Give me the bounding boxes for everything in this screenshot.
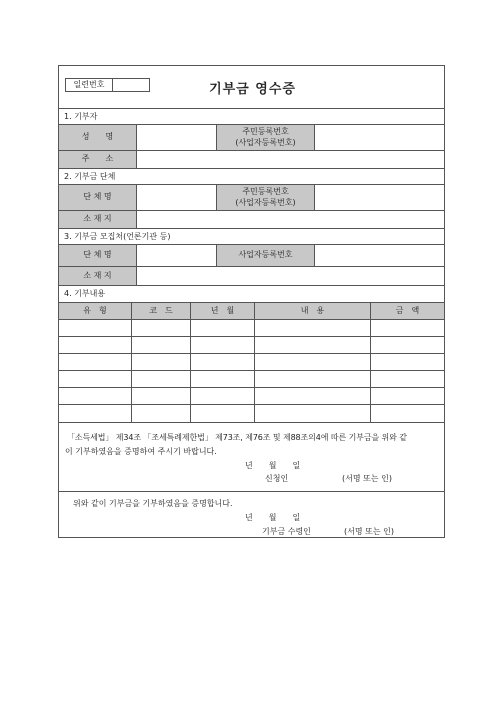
section-organization-heading: 2. 기부금 단체 — [64, 172, 116, 181]
section-donor-heading: 1. 기부자 — [64, 112, 98, 121]
table-cell[interactable] — [132, 320, 191, 337]
table-cell[interactable] — [59, 320, 132, 337]
table-cell[interactable] — [132, 371, 191, 388]
organization-name-field[interactable] — [137, 185, 217, 211]
table-cell[interactable] — [255, 337, 371, 354]
collector-name-label: 단 체 명 — [59, 245, 137, 267]
donor-id-field[interactable] — [315, 125, 444, 151]
section-donation-heading: 4. 기부내용 — [64, 289, 106, 298]
table-cell[interactable] — [255, 405, 371, 423]
divider — [59, 108, 444, 109]
collector-table — [59, 244, 444, 286]
table-cell[interactable] — [59, 371, 132, 388]
table-cell[interactable] — [371, 320, 444, 337]
column-header-date: 년 월 — [191, 303, 255, 320]
serial-number-label: 일련번호 — [66, 79, 113, 91]
collector-location-field[interactable] — [137, 267, 444, 286]
column-header-amount: 금 액 — [371, 303, 444, 320]
table-cell[interactable] — [255, 354, 371, 371]
table-cell[interactable] — [59, 388, 132, 405]
divider — [59, 491, 444, 492]
donor-address-field[interactable] — [137, 151, 444, 169]
request-line-1: 「소득세법」 제34조 「조세특례제한법」 제73조, 제76조 및 제88조의4에 따른 기부금을 위와 같 — [67, 433, 407, 442]
table-cell[interactable] — [371, 354, 444, 371]
collector-name-field[interactable] — [137, 245, 217, 267]
table-cell[interactable] — [191, 388, 255, 405]
donor-name-field[interactable] — [137, 125, 217, 151]
table-cell[interactable] — [191, 354, 255, 371]
table-cell[interactable] — [132, 354, 191, 371]
organization-id-label-line1: 주민등록번호 — [242, 187, 289, 197]
table-cell[interactable] — [255, 371, 371, 388]
request-line-2: 이 기부하였음을 증명하여 주시기 바랍니다. — [65, 447, 217, 456]
table-cell[interactable] — [191, 337, 255, 354]
recipient-label: 기부금 수령인 — [262, 527, 311, 536]
recipient-sign-note: (서명 또는 인) — [344, 527, 394, 536]
column-header-code: 코 드 — [132, 303, 191, 320]
applicant-sign-note: (서명 또는 인) — [342, 474, 392, 483]
table-cell[interactable] — [59, 354, 132, 371]
table-cell[interactable] — [132, 388, 191, 405]
table-cell[interactable] — [371, 337, 444, 354]
donor-id-label — [217, 125, 315, 151]
organization-id-field[interactable] — [315, 185, 444, 211]
table-cell[interactable] — [255, 388, 371, 405]
table-cell[interactable] — [59, 405, 132, 423]
donor-table — [59, 124, 444, 169]
organization-location-label: 소 재 지 — [59, 211, 137, 229]
table-cell[interactable] — [132, 405, 191, 423]
column-header-content: 내 용 — [255, 303, 371, 320]
collector-location-label: 소 재 지 — [59, 267, 137, 286]
document-title: 기부금 영수증 — [209, 82, 296, 97]
donor-id-label-line2: (사업자등록번호) — [235, 137, 296, 147]
column-header-type: 유 형 — [59, 303, 132, 320]
table-cell[interactable] — [371, 405, 444, 423]
donation-table — [59, 302, 444, 423]
table-cell[interactable] — [255, 320, 371, 337]
donor-id-label-line1: 주민등록번호 — [242, 127, 289, 137]
applicant-label: 신청인 — [265, 474, 289, 483]
table-cell[interactable] — [371, 371, 444, 388]
collector-biz-label: 사업자등록번호 — [217, 245, 315, 267]
request-date: 년 월 일 — [245, 461, 301, 470]
receipt-form — [58, 65, 445, 538]
certify-date: 년 월 일 — [245, 513, 301, 522]
organization-id-label — [217, 185, 315, 211]
table-cell[interactable] — [191, 405, 255, 423]
table-cell[interactable] — [191, 320, 255, 337]
certify-line: 위와 같이 기부금을 기부하였음을 증명합니다. — [73, 499, 233, 508]
table-cell[interactable] — [59, 337, 132, 354]
organization-id-label-line2: (사업자등록번호) — [235, 197, 296, 207]
organization-location-field[interactable] — [137, 211, 444, 229]
organization-table — [59, 184, 444, 229]
table-cell[interactable] — [371, 388, 444, 405]
section-collector-heading: 3. 기부금 모집처(언론기관 등) — [64, 232, 171, 241]
organization-name-label: 단 체 명 — [59, 185, 137, 211]
donor-address-label: 주 소 — [59, 151, 137, 169]
donor-name-label: 성 명 — [59, 125, 137, 151]
table-cell[interactable] — [191, 371, 255, 388]
collector-biz-field[interactable] — [315, 245, 444, 267]
table-cell[interactable] — [132, 337, 191, 354]
donation-rows — [59, 320, 444, 423]
